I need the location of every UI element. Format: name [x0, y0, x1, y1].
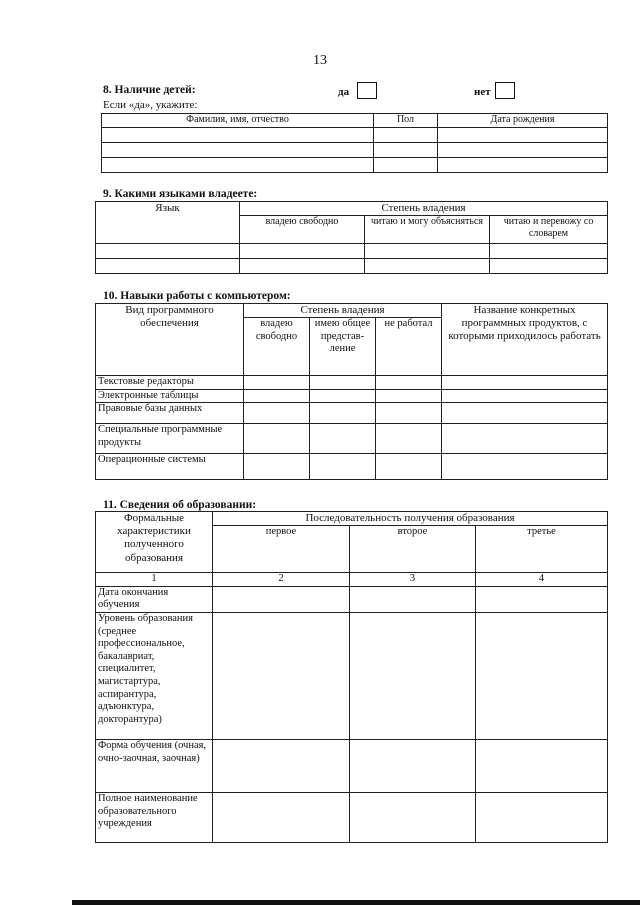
education-cell[interactable]: [350, 792, 476, 842]
children-yes-checkbox[interactable]: [357, 82, 377, 99]
skills-level-general: имею общее представ-ление: [310, 318, 376, 376]
education-header-sequence: Последовательность получения образования: [213, 512, 608, 526]
children-cell[interactable]: [102, 143, 374, 158]
education-cell[interactable]: [350, 612, 476, 739]
education-col-number: 3: [350, 573, 476, 587]
languages-level-explain: читаю и могу объясняться: [365, 216, 490, 244]
education-row-label: Уровень образования (среднее профессиональное, бакалавриат, специалитет, магистартура, аспирантура, адъюнктура, докторантура): [96, 612, 213, 739]
scan-edge-divider: [72, 900, 640, 905]
languages-cell[interactable]: [240, 244, 365, 259]
education-cell[interactable]: [213, 792, 350, 842]
education-cell[interactable]: [476, 792, 608, 842]
skills-cell[interactable]: [244, 403, 310, 424]
children-no-checkbox[interactable]: [495, 82, 515, 99]
languages-cell[interactable]: [365, 244, 490, 259]
children-cell[interactable]: [438, 128, 608, 143]
education-seq-first: первое: [213, 526, 350, 573]
skills-cell[interactable]: [376, 454, 442, 480]
skills-cell[interactable]: [442, 454, 608, 480]
education-cell[interactable]: [476, 739, 608, 792]
skills-row-label: Текстовые редакторы: [96, 376, 244, 390]
children-header-name: Фамилия, имя, отчество: [102, 114, 374, 128]
skills-header-type: Вид программного обеспечения: [96, 304, 244, 376]
children-header-birthdate: Дата рождения: [438, 114, 608, 128]
education-header-formal: Формальные характеристики полученного образования: [96, 512, 213, 573]
education-row-label: Дата окончания обучения: [96, 586, 213, 612]
languages-header-language: Язык: [96, 202, 240, 244]
skills-row-label: Правовые базы данных: [96, 403, 244, 424]
education-table: [95, 511, 608, 843]
skills-cell[interactable]: [376, 376, 442, 390]
children-cell[interactable]: [438, 143, 608, 158]
education-cell[interactable]: [213, 739, 350, 792]
languages-header-level: Степень владения: [240, 202, 608, 216]
skills-cell[interactable]: [442, 376, 608, 390]
children-cell[interactable]: [374, 158, 438, 173]
skills-cell[interactable]: [244, 389, 310, 403]
languages-cell[interactable]: [490, 259, 608, 274]
skills-row-label: Операционные системы: [96, 454, 244, 480]
education-row-label: Форма обучения (очная, очно-заочная, заочная): [96, 739, 213, 792]
section-8-title: 8. Наличие детей:: [103, 84, 196, 96]
languages-cell[interactable]: [365, 259, 490, 274]
education-cell[interactable]: [213, 612, 350, 739]
languages-cell[interactable]: [96, 244, 240, 259]
skills-cell[interactable]: [442, 403, 608, 424]
education-col-number: 1: [96, 573, 213, 587]
languages-level-dictionary: читаю и перевожу со словарем: [490, 216, 608, 244]
skills-cell[interactable]: [244, 376, 310, 390]
skills-header-level: Степень владения: [244, 304, 442, 318]
education-seq-second: второе: [350, 526, 476, 573]
skills-cell[interactable]: [376, 403, 442, 424]
skills-cell[interactable]: [310, 454, 376, 480]
skills-row-label: Электронные таблицы: [96, 389, 244, 403]
children-cell[interactable]: [438, 158, 608, 173]
skills-cell[interactable]: [376, 424, 442, 454]
children-cell[interactable]: [102, 128, 374, 143]
computer-skills-table: [95, 303, 608, 480]
skills-level-none: не работал: [376, 318, 442, 376]
languages-cell[interactable]: [96, 259, 240, 274]
skills-cell[interactable]: [310, 376, 376, 390]
skills-cell[interactable]: [376, 389, 442, 403]
education-col-number: 2: [213, 573, 350, 587]
education-seq-third: третье: [476, 526, 608, 573]
children-header-sex: Пол: [374, 114, 438, 128]
skills-row-label: Специальные программные продукты: [96, 424, 244, 454]
education-cell[interactable]: [213, 586, 350, 612]
skills-header-products: Название конкретных программных продуктов, с которыми приходилось работать: [442, 304, 608, 376]
section-10-title: 10. Навыки работы с компьютером:: [103, 290, 291, 302]
skills-cell[interactable]: [310, 403, 376, 424]
children-cell[interactable]: [374, 143, 438, 158]
languages-table: [95, 201, 608, 274]
education-cell[interactable]: [476, 612, 608, 739]
languages-level-fluent: владею свободно: [240, 216, 365, 244]
skills-level-fluent: владею свободно: [244, 318, 310, 376]
skills-cell[interactable]: [244, 424, 310, 454]
children-yes-label: да: [338, 86, 350, 98]
education-cell[interactable]: [350, 739, 476, 792]
education-col-number: 4: [476, 573, 608, 587]
skills-cell[interactable]: [310, 424, 376, 454]
skills-cell[interactable]: [244, 454, 310, 480]
skills-cell[interactable]: [442, 389, 608, 403]
children-hint: Если «да», укажите:: [103, 99, 198, 111]
skills-cell[interactable]: [310, 389, 376, 403]
education-cell[interactable]: [476, 586, 608, 612]
page-number: 13: [313, 53, 327, 68]
education-row-label: Полное наименование образовательного учреждения: [96, 792, 213, 842]
languages-cell[interactable]: [240, 259, 365, 274]
education-cell[interactable]: [350, 586, 476, 612]
section-9-title: 9. Какими языками владеете:: [103, 188, 258, 200]
languages-cell[interactable]: [490, 244, 608, 259]
children-table: [101, 113, 608, 173]
skills-cell[interactable]: [442, 424, 608, 454]
children-no-label: нет: [474, 86, 491, 98]
section-11-title: 11. Сведения об образовании:: [103, 499, 257, 511]
children-cell[interactable]: [102, 158, 374, 173]
children-cell[interactable]: [374, 128, 438, 143]
